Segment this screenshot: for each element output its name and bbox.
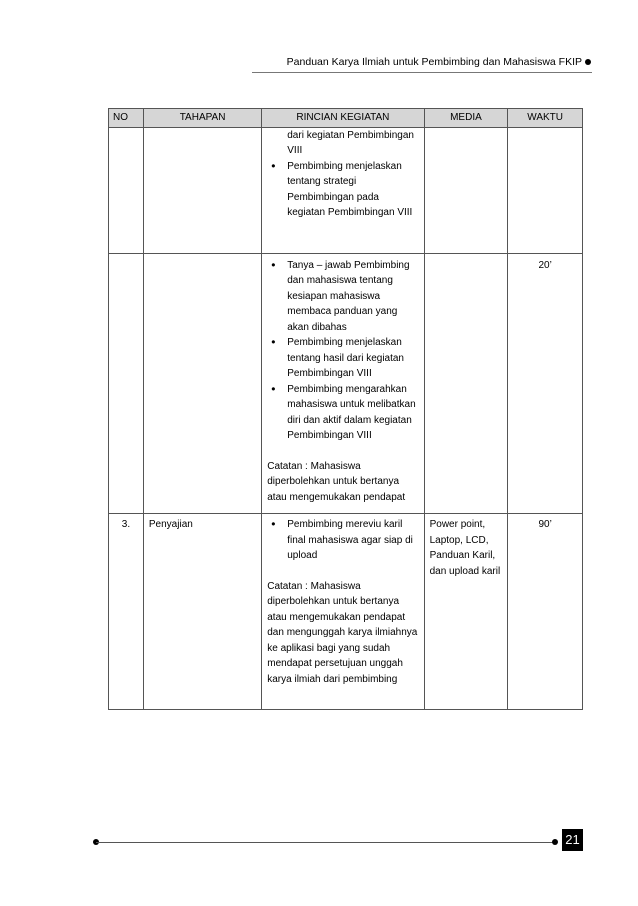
cell-media: [424, 253, 508, 514]
table-header-row: [109, 109, 583, 128]
col-header-tahapan: TAHAPAN: [143, 109, 261, 128]
cell-waktu: 90’: [508, 514, 583, 710]
table-row: [109, 253, 583, 514]
bullet-list: [267, 159, 418, 221]
bullet-list: [267, 517, 418, 564]
cell-media: Power point, Laptop, LCD, Panduan Karil, dan upload karil: [424, 514, 508, 710]
page-number: 21: [562, 829, 583, 851]
cell-rincian: [262, 253, 424, 514]
cell-rincian: [262, 514, 424, 710]
activity-table: [108, 108, 583, 710]
note-text: Catatan : Mahasiswa diperbolehkan untuk bertanya atau mengemukakan pendapat: [267, 460, 406, 503]
cell-media: [424, 127, 508, 253]
bullet-list: [267, 258, 418, 444]
header-title: Panduan Karya Ilmiah untuk Pembimbing dan Mahasiswa FKIP: [286, 56, 582, 68]
list-item: • Pembimbing mereviu karil final mahasiswa agar siap di upload: [267, 517, 418, 564]
cell-tahapan: [143, 253, 261, 514]
col-header-media: MEDIA: [424, 109, 508, 128]
cell-tahapan: Penyajian: [143, 514, 261, 710]
footer-divider: [96, 842, 554, 843]
cell-tahapan: [143, 127, 261, 253]
list-item: • Pembimbing menjelaskan tentang strategi Pembimbingan pada kegiatan Pembimbingan VIII: [267, 159, 418, 221]
table-row: [109, 127, 583, 253]
cell-rincian: [262, 127, 424, 253]
cell-waktu: 20’: [508, 253, 583, 514]
col-header-rincian: RINCIAN KEGIATAN: [262, 109, 424, 128]
cell-no: 3.: [109, 514, 144, 710]
col-header-no: NO: [109, 109, 144, 128]
cell-no: [109, 253, 144, 514]
cell-no: [109, 127, 144, 253]
continued-text: dari kegiatan Pembimbingan VIII: [287, 129, 414, 156]
cell-waktu: [508, 127, 583, 253]
col-header-waktu: WAKTU: [508, 109, 583, 128]
list-item: • Tanya – jawab Pembimbing dan mahasiswa tentang kesiapan mahasiswa membaca panduan yang akan dibahas: [267, 258, 418, 336]
list-item: • Pembimbing mengarahkan mahasiswa untuk melibatkan diri dan aktif dalam kegiatan Pembimbingan VIII: [267, 382, 418, 444]
table-row: [109, 514, 583, 710]
header-bullet-icon: [585, 59, 591, 65]
footer-bullet-icon: [552, 839, 558, 845]
list-item: • Pembimbing menjelaskan tentang hasil dari kegiatan Pembimbingan VIII: [267, 335, 418, 382]
header-divider: [252, 72, 592, 73]
note-text: Catatan : Mahasiswa diperbolehkan untuk bertanya atau mengemukakan pendapat dan mengunggah karya ilmiahnya ke aplikasi bagi yang sudah mendapat persetujuan unggah karya ilmiah dari pembimbing: [267, 580, 418, 685]
